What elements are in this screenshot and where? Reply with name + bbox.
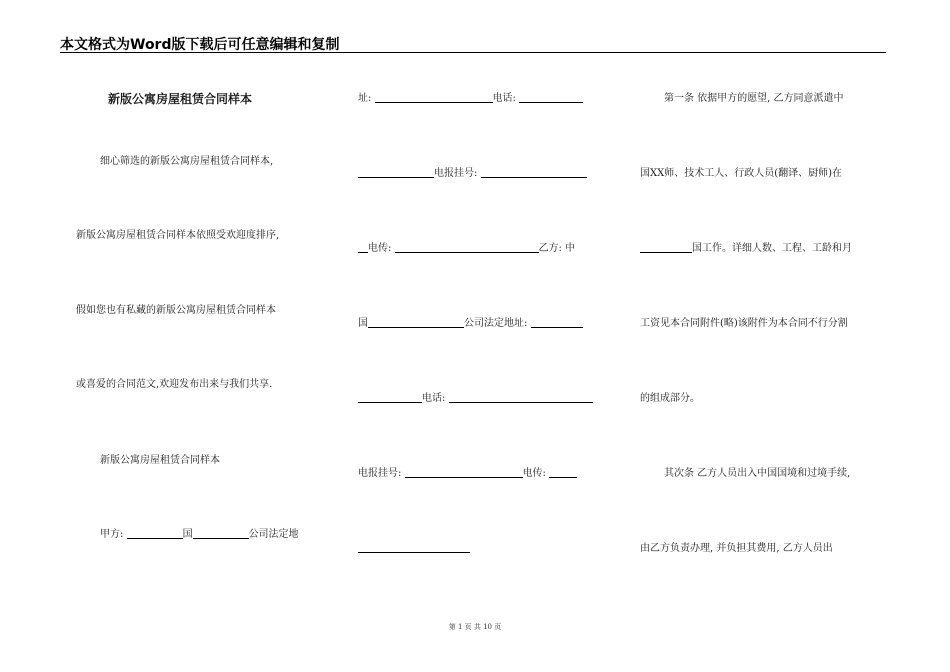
form-line [358, 467, 577, 481]
blank-field [368, 317, 464, 328]
document-header: 本文格式为Word版下载后可任意编辑和复制 [60, 37, 340, 53]
blank-field [640, 242, 692, 253]
blank-field [358, 242, 368, 253]
telegram-label: 电报挂号: [358, 468, 402, 479]
page-number: 第 1 页 共 10 页 [448, 623, 502, 631]
paragraph-line: 新版公寓房屋租赁合同样本依照受欢迎度排序, [76, 230, 280, 241]
paragraph-line: 细心筛选的新版公寓房屋租赁合同样本, [100, 156, 274, 167]
fax-label: 电传: [522, 468, 546, 479]
form-line [358, 542, 470, 556]
country-label: 国 [182, 529, 193, 540]
clause-line: 第一条 依据甲方的愿望, 乙方同意派遣中 [664, 93, 844, 104]
document-title: 新版公寓房屋租赁合同样本 [108, 92, 253, 106]
blank-field [395, 242, 539, 253]
party-b-label: 乙方: 中 [538, 243, 576, 254]
party-a-line [100, 528, 299, 542]
blank-field [358, 542, 470, 553]
blank-field [531, 317, 583, 328]
blank-field [375, 92, 493, 103]
clause-text: 国工作。详细人数、工程、工龄和月 [692, 243, 852, 254]
blank-field [405, 467, 523, 478]
blank-field [449, 392, 593, 403]
clause-line [640, 242, 852, 256]
form-line [358, 167, 587, 181]
clause-line: 由乙方负责办理, 并负担其费用, 乙方人员出 [640, 543, 833, 554]
address-label: 址: [358, 93, 372, 104]
clause-line: 国XX师、技术工人、行政人员(翻译、厨师)在 [640, 168, 843, 179]
paragraph-line: 假如您也有私藏的新版公寓房屋租赁合同样本 [76, 305, 276, 316]
blank-field [127, 528, 183, 539]
address-label: 公司法定地址: [464, 318, 528, 329]
phone-label: 电话: [422, 393, 446, 404]
blank-field [481, 167, 587, 178]
form-line [358, 317, 583, 331]
form-line [358, 242, 575, 256]
party-a-label: 甲方: [100, 529, 124, 540]
blank-field [193, 528, 249, 539]
clause-line: 工资见本合同附件(略)该附件为本合同不行分割 [640, 318, 848, 329]
fax-label: 电传: [368, 243, 392, 254]
blank-field [549, 467, 577, 478]
country-label: 国 [358, 318, 368, 329]
telegram-label: 电报挂号: [434, 168, 478, 179]
paragraph-line: 或喜爱的合同范文,欢迎发布出来与我们共享. [76, 379, 273, 390]
subtitle-line: 新版公寓房屋租赁合同样本 [100, 455, 220, 466]
address-label: 公司法定地 [248, 529, 299, 540]
blank-field [358, 167, 434, 178]
phone-label: 电话: [492, 93, 516, 104]
clause-line: 其次条 乙方人员出入中国国境和过境手续, [664, 468, 851, 479]
blank-field [358, 392, 422, 403]
blank-field [519, 92, 583, 103]
clause-line: 的组成部分。 [640, 393, 700, 404]
form-line [358, 392, 593, 406]
form-line [358, 92, 583, 106]
header-divider [60, 52, 886, 53]
